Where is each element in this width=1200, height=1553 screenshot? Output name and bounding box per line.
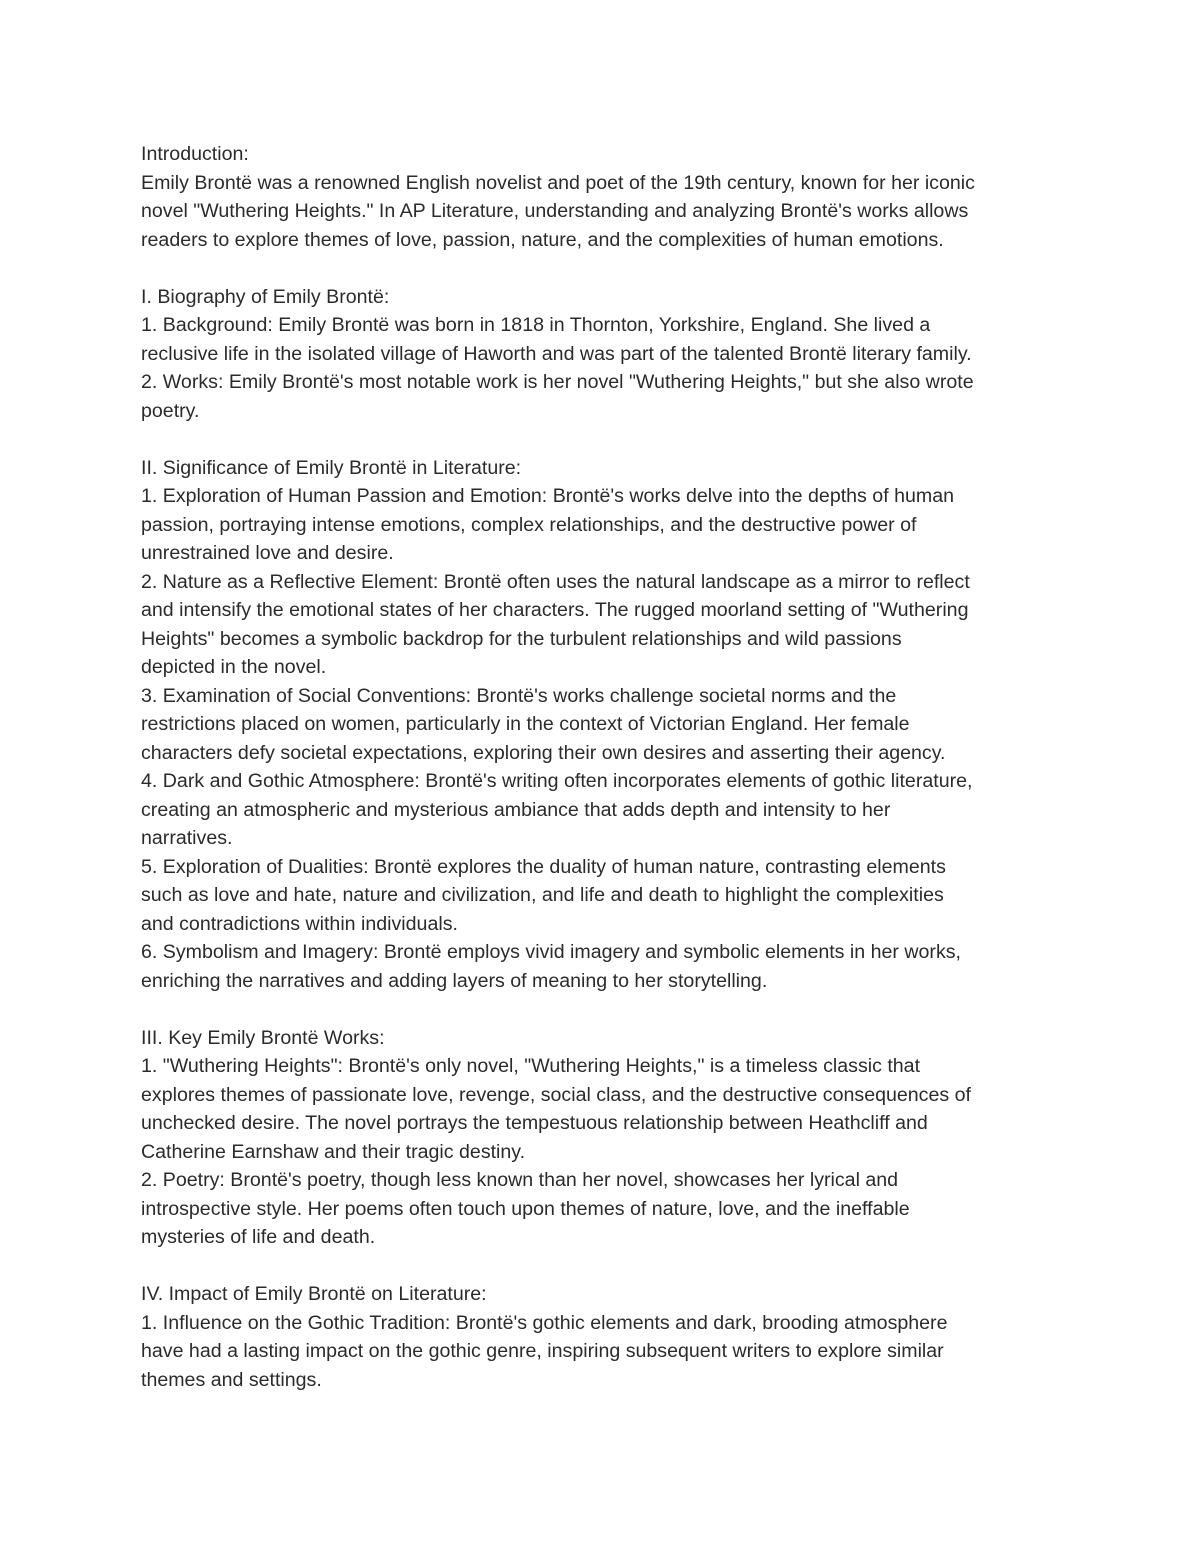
significance-line: creating an atmospheric and mysterious ambiance that adds depth and intensity to her [141, 798, 891, 821]
works-line: mysteries of life and death. [141, 1226, 376, 1248]
section-heading-works: III. Key Emily Brontë Works: [141, 1026, 385, 1049]
document-body [141, 140, 1071, 1394]
significance-line: and intensify the emotional states of her characters. The rugged moorland setting of "Wuthering [141, 599, 969, 621]
significance-line: passion, portraying intense emotions, complex relationships, and the destructive power of [141, 513, 917, 536]
works-line: explores themes of passionate love, revenge, social class, and the destructive consequences of [141, 1083, 971, 1106]
significance-line: 1. Exploration of Human Passion and Emotion: Brontë's works delve into the depths of human [141, 485, 954, 507]
works-line: 1. "Wuthering Heights": Brontë's only novel, "Wuthering Heights," is a timeless classic that [141, 1055, 921, 1077]
section-heading-biography: I. Biography of Emily Brontë: [141, 285, 390, 308]
works-line: 2. Poetry: Brontë's poetry, though less known than her novel, showcases her lyrical and [141, 1169, 899, 1191]
paragraph-spacer [141, 995, 1071, 1024]
significance-line: Heights" becomes a symbolic backdrop for the turbulent relationships and wild passions [141, 627, 902, 650]
significance-line: characters defy societal expectations, exploring their own desires and asserting their agency. [141, 741, 946, 764]
paragraph-spacer [141, 1252, 1071, 1281]
significance-line: depicted in the novel. [141, 656, 327, 678]
significance-line: 4. Dark and Gothic Atmosphere: Brontë's writing often incorporates elements of gothic literature, [141, 770, 973, 792]
intro-line: novel "Wuthering Heights." In AP Literature, understanding and analyzing Brontë's works allows [141, 200, 969, 222]
significance-line: unrestrained love and desire. [141, 542, 394, 564]
significance-line: enriching the narratives and adding layers of meaning to her storytelling. [141, 969, 768, 992]
significance-line: restrictions placed on women, particularly in the context of Victorian England. Her female [141, 713, 910, 735]
impact-line: have had a lasting impact on the gothic genre, inspiring subsequent writers to explore similar [141, 1340, 944, 1362]
biography-line: 2. Works: Emily Brontë's most notable work is her novel "Wuthering Heights," but she also wrote [141, 371, 974, 393]
impact-line: 1. Influence on the Gothic Tradition: Brontë's gothic elements and dark, brooding atmosphere [141, 1311, 948, 1334]
biography-line: poetry. [141, 399, 200, 422]
paragraph-spacer [141, 254, 1071, 283]
significance-line: and contradictions within individuals. [141, 912, 458, 935]
intro-line: readers to explore themes of love, passion, nature, and the complexities of human emotions. [141, 228, 944, 251]
section-heading-impact: IV. Impact of Emily Brontë on Literature: [141, 1283, 487, 1305]
works-line: introspective style. Her poems often touch upon themes of nature, love, and the ineffable [141, 1197, 910, 1220]
significance-line: narratives. [141, 827, 233, 849]
paragraph-spacer [141, 425, 1071, 454]
significance-line: 5. Exploration of Dualities: Brontë explores the duality of human nature, contrasting elements [141, 855, 946, 878]
biography-line: reclusive life in the isolated village of Haworth and was part of the talented Brontë literary family. [141, 342, 972, 365]
works-line: unchecked desire. The novel portrays the tempestuous relationship between Heathcliff and [141, 1112, 928, 1134]
significance-line: 6. Symbolism and Imagery: Brontë employs vivid imagery and symbolic elements in her works, [141, 941, 961, 963]
works-line: Catherine Earnshaw and their tragic destiny. [141, 1140, 526, 1163]
significance-line: 3. Examination of Social Conventions: Brontë's works challenge societal norms and the [141, 684, 897, 707]
section-heading-significance: II. Significance of Emily Brontë in Literature: [141, 456, 522, 479]
impact-line: themes and settings. [141, 1368, 322, 1391]
significance-line: such as love and hate, nature and civilization, and life and death to highlight the complexities [141, 884, 944, 906]
intro-line: Emily Brontë was a renowned English novelist and poet of the 19th century, known for her iconic [141, 171, 975, 194]
biography-line: 1. Background: Emily Brontë was born in 1818 in Thornton, Yorkshire, England. She lived a [141, 314, 931, 336]
significance-line: 2. Nature as a Reflective Element: Brontë often uses the natural landscape as a mirror to reflect [141, 570, 970, 593]
intro-heading: Introduction: [141, 143, 249, 165]
